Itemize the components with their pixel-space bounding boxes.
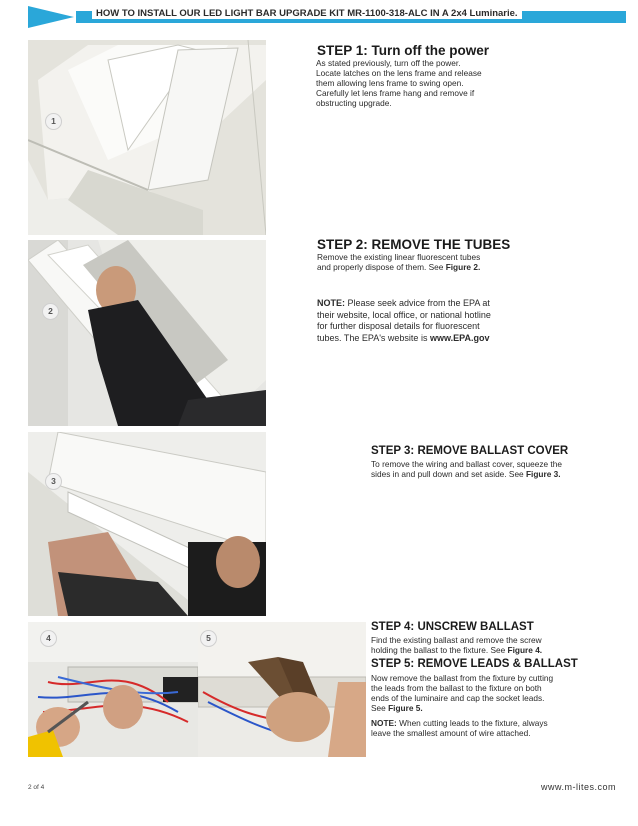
page-number: 2 of 4 bbox=[28, 784, 45, 791]
figure-3-image bbox=[28, 432, 266, 616]
figure-5-image bbox=[198, 622, 366, 757]
step-4-line-2: holding the ballast to the fixture. See Figure 4. bbox=[371, 645, 543, 655]
step-1-line-2: Locate latches on the lens frame and release bbox=[316, 68, 482, 78]
step-2-line-2: and properly dispose of them. See Figure 2. bbox=[317, 262, 481, 272]
figure-5-photo bbox=[198, 622, 366, 757]
step-5-line-1: Now remove the ballast from the fixture by cutting bbox=[371, 673, 554, 683]
figure-3-badge: 3 bbox=[45, 473, 62, 490]
step-3-title: STEP 3: REMOVE BALLAST COVER bbox=[371, 445, 569, 457]
step-2-note-line-3: for further disposal details for fluorescent bbox=[317, 321, 480, 331]
figure-5-ref: Figure 5. bbox=[388, 703, 423, 713]
step-5-line-4: See Figure 5. bbox=[371, 703, 423, 713]
step-2-body bbox=[317, 252, 480, 272]
step-3-line-2: sides in and pull down and set aside. See Figure 3. bbox=[371, 469, 561, 479]
figure-2-image bbox=[28, 240, 266, 426]
step-1-line-5: obstructing upgrade. bbox=[316, 98, 392, 108]
step-1-line-4: Carefully let lens frame hang and remove if bbox=[316, 88, 475, 98]
step-1-line-1: As stated previously, turn off the power. bbox=[316, 58, 461, 68]
figure-4-badge: 4 bbox=[40, 630, 57, 647]
figure-4-photo bbox=[28, 622, 198, 757]
figure-5-badge: 5 bbox=[200, 630, 217, 647]
figure-3-photo bbox=[28, 432, 266, 616]
figure-2-photo bbox=[28, 240, 266, 426]
step-5-title: STEP 5: REMOVE LEADS & BALLAST bbox=[371, 658, 578, 670]
step-3-body bbox=[371, 459, 562, 479]
step-3-line-1: To remove the wiring and ballast cover, squeeze the bbox=[371, 459, 562, 469]
figure-1-image bbox=[28, 40, 266, 235]
step-2-note bbox=[317, 298, 491, 344]
note-label: NOTE: bbox=[371, 718, 397, 728]
figure-4-ref: Figure 4. bbox=[507, 645, 543, 655]
step-1-title: STEP 1: Turn off the power bbox=[317, 43, 490, 58]
figure-1-photo bbox=[28, 40, 266, 235]
figure-3-ref: Figure 3. bbox=[525, 469, 561, 479]
step-5-note bbox=[371, 718, 548, 738]
step-2-line-1: Remove the existing linear fluorescent tubes bbox=[317, 252, 481, 262]
step-1-line-3: them allowing lens frame to swing open. bbox=[316, 78, 464, 88]
step-5-note-line-2: leave the smallest amount of wire attached. bbox=[371, 728, 531, 738]
step-2-note-line-2: their website, local office, or national hotline bbox=[317, 309, 491, 320]
step-2-note-line-1: NOTE: Please seek advice from the EPA at bbox=[317, 298, 490, 308]
step-1-body bbox=[316, 58, 482, 108]
figure-2-ref: Figure 2. bbox=[445, 262, 481, 272]
document-title: HOW TO INSTALL OUR LED LIGHT BAR UPGRADE KIT MR-1100-318-ALC IN A 2x4 Luminarie. bbox=[92, 8, 522, 19]
figure-1-badge: 1 bbox=[45, 113, 62, 130]
step-2-title: STEP 2: REMOVE THE TUBES bbox=[317, 237, 511, 252]
website-link[interactable]: www.m-lites.com bbox=[540, 782, 616, 792]
step-4-title: STEP 4: UNSCREW BALLAST bbox=[371, 621, 534, 633]
step-5-line-3: ends of the luminaire and cap the socket leads. bbox=[371, 693, 545, 703]
header-arrow-icon bbox=[28, 6, 74, 28]
figure-2-badge: 2 bbox=[42, 303, 59, 320]
step-5-body bbox=[371, 673, 553, 713]
step-4-body bbox=[371, 635, 542, 655]
step-5-line-2: the leads from the ballast to the fixture on both bbox=[371, 683, 542, 693]
step-2-note-line-4: tubes. The EPA's website is www.EPA.gov bbox=[317, 332, 490, 343]
step-5-note-line-1: NOTE: When cutting leads to the fixture, always bbox=[371, 718, 548, 728]
note-label: NOTE: bbox=[317, 298, 345, 308]
epa-website-link: www.EPA.gov bbox=[429, 332, 490, 343]
step-4-line-1: Find the existing ballast and remove the screw bbox=[371, 635, 542, 645]
